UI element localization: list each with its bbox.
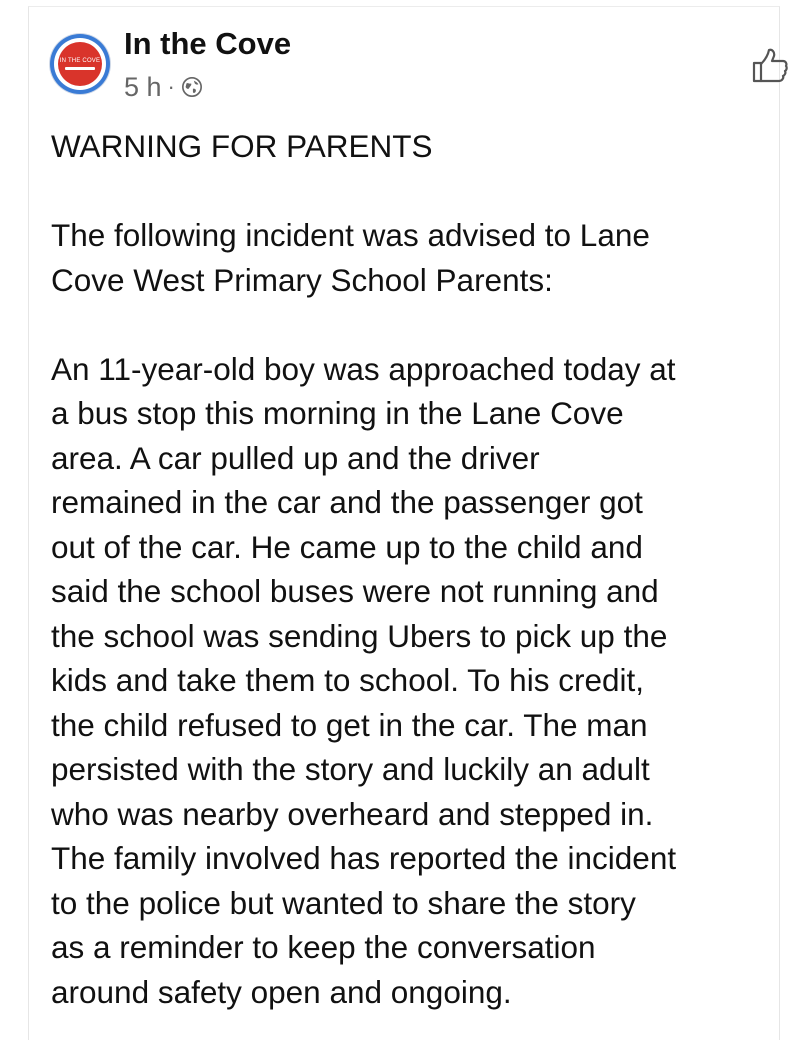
post-paragraph: An 11-year-old boy was approached today at a bus stop this morning in the Lane Cove area. A car pulled up and the driver remained in the car and the passenger got out of the car. He came up to the child and said the school buses were not running and the school was sending Ubers to pick up the kids and take them to school. To his credit, the child refused to get in the car. The man persisted with the story and luckily an adult who was nearby overheard and stepped in. The family involved has reported the incident to the police but wanted to share the story as a reminder to keep the conversation around safety open and ongoing. — [51, 350, 677, 1010]
post-heading: WARNING FOR PARENTS — [51, 128, 433, 164]
avatar-logo-text: IN THE COVE — [59, 58, 101, 64]
page-avatar[interactable] — [50, 34, 110, 94]
post-body — [51, 124, 771, 1014]
globe-icon — [181, 76, 203, 98]
post-paragraph: The following incident was advised to Lane Cove West Primary School Parents: — [51, 217, 650, 298]
meta-separator: · — [167, 74, 175, 99]
page-name[interactable]: In the Cove — [124, 26, 292, 61]
post-meta — [124, 72, 203, 102]
post-timestamp[interactable]: 5 h — [124, 71, 162, 102]
post-header — [50, 22, 750, 112]
thumbs-up-icon[interactable] — [750, 46, 790, 86]
